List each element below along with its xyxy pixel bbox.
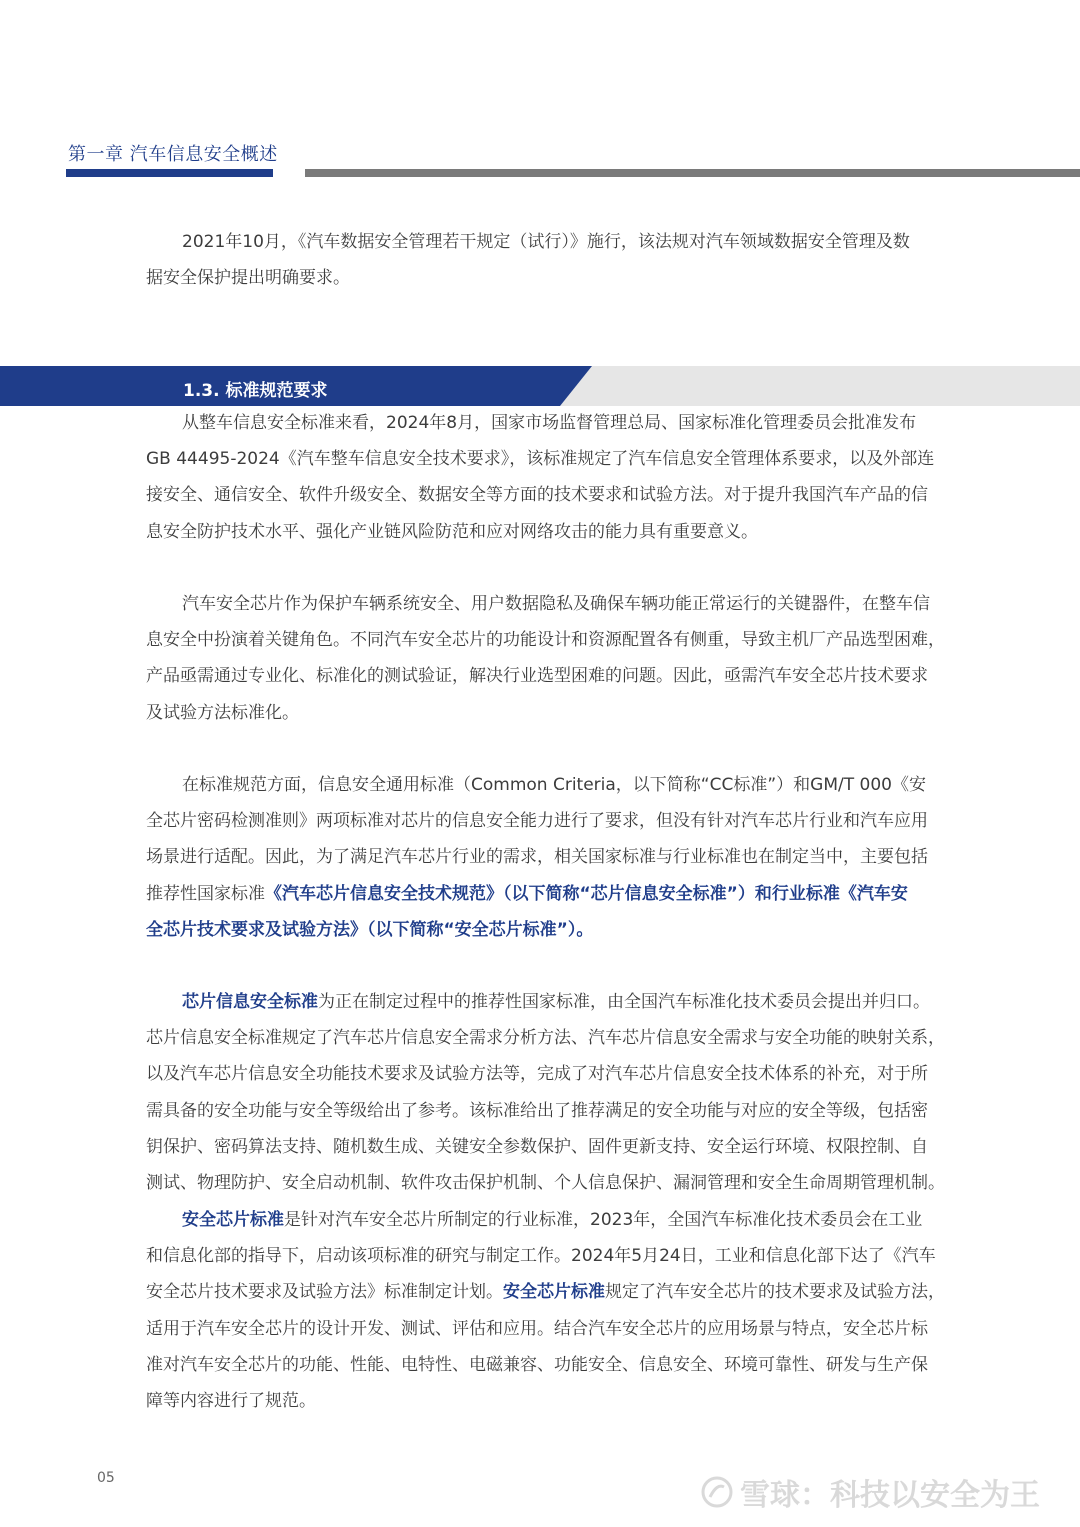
text-line <box>146 1202 976 1238</box>
text-line <box>146 912 976 948</box>
paragraph-gb-standard <box>146 405 976 550</box>
text-segment: 安全芯片技术要求及试验方法》标准制定计划。 <box>146 1282 503 1303</box>
text-line: 钥保护、密码算法支持、随机数生成、关键安全参数保护、固件更新支持、安全运行环境、权限控制、自 <box>146 1136 928 1157</box>
text-line: 准对汽车安全芯片的功能、性能、电特性、电磁兼容、功能安全、信息安全、环境可靠性、研发与生产保 <box>146 1354 928 1375</box>
text-line <box>146 876 976 912</box>
intro-paragraph <box>146 224 976 296</box>
section-banner-shape <box>0 366 1080 406</box>
chapter-header <box>0 0 1080 190</box>
paragraph-security-chip-standard <box>146 1202 976 1419</box>
watermark-text: 雪球：科技以安全为王 <box>740 1478 1040 1513</box>
text-line: 息安全中扮演着关键角色。不同汽车安全芯片的功能设计和资源配置各有侧重，导致主机厂产品选型困难， <box>146 630 945 651</box>
highlighted-standard-name: 《汽车芯片信息安全技术规范》（以下简称“芯片信息安全标准”）和行业标准《汽车安 <box>265 883 908 904</box>
text-line: 适用于汽车安全芯片的设计开发、测试、评估和应用。结合汽车安全芯片的应用场景与特点，安全芯片标 <box>146 1318 928 1339</box>
text-segment: 为正在制定过程中的推荐性国家标准，由全国汽车标准化技术委员会提出并归口。 <box>318 992 930 1012</box>
text-line: 测试、物理防护、安全启动机制、软件攻击保护机制、个人信息保护、漏洞管理和安全生命周期管理机制。 <box>146 1172 945 1193</box>
chapter-title: 第一章 汽车信息安全概述 <box>68 144 278 165</box>
chapter-rule-gray <box>305 169 1080 177</box>
text-line: 需具备的安全功能与安全等级给出了参考。该标准给出了推荐满足的安全功能与对应的安全等级，包括密 <box>146 1100 928 1121</box>
chapter-rule-blue <box>66 169 273 177</box>
text-line: 接安全、通信安全、软件升级安全、数据安全等方面的技术要求和试验方法。对于提升我国汽车产品的信 <box>146 485 928 506</box>
text-line: 息安全防护技术水平、强化产业链风险防范和应对网络攻击的能力具有重要意义。 <box>146 521 758 542</box>
highlighted-term: 安全芯片标准 <box>182 1210 284 1230</box>
text-line: 汽车安全芯片作为保护车辆系统安全、用户数据隐私及确保车辆功能正常运行的关键器件，在整车信 <box>182 594 930 614</box>
text-line: 在标准规范方面，信息安全通用标准（Common Criteria，以下简称“CC标准”）和GM/T 000《安 <box>182 775 926 795</box>
text-line: 从整车信息安全标准来看，2024年8月，国家市场监督管理总局、国家标准化管理委员会批准发布 <box>182 413 917 433</box>
text-segment: 推荐性国家标准 <box>146 883 265 904</box>
paragraph-standards-overview <box>146 767 976 948</box>
text-line: 障等内容进行了规范。 <box>146 1390 316 1411</box>
text-segment: 规定了汽车安全芯片的技术要求及试验方法， <box>605 1282 945 1303</box>
text-line: 产品亟需通过专业化、标准化的测试验证，解决行业选型困难的问题。因此，亟需汽车安全芯片技术要求 <box>146 666 928 687</box>
highlighted-standard-name: 全芯片技术要求及试验方法》（以下简称“安全芯片标准”）。 <box>146 919 594 940</box>
text-line: 场景进行适配。因此，为了满足汽车芯片行业的需求，相关国家标准与行业标准也在制定当中，主要包括 <box>146 847 928 868</box>
text-line: GB 44495-2024《汽车整车信息安全技术要求》，该标准规定了汽车信息安全管理体系要求，以及外部连 <box>146 449 935 470</box>
paragraph-chip-infosec-standard <box>146 984 976 1201</box>
text-line: 全芯片密码检测准则》两项标准对芯片的信息安全能力进行了要求，但没有针对汽车芯片行业和汽车应用 <box>146 811 928 832</box>
page-number: 05 <box>97 1470 115 1486</box>
text-line: 据安全保护提出明确要求。 <box>146 268 350 289</box>
highlighted-term: 安全芯片标准 <box>503 1282 605 1303</box>
text-line: 芯片信息安全标准规定了汽车芯片信息安全需求分析方法、汽车芯片信息安全需求与安全功能的映射关系， <box>146 1028 945 1049</box>
text-line: 及试验方法标准化。 <box>146 702 299 723</box>
section-banner <box>0 366 1080 406</box>
paragraph-security-chip <box>146 586 976 731</box>
section-title: 1.3. 标准规范要求 <box>183 381 328 401</box>
text-line <box>146 984 976 1020</box>
text-line: 2021年10月，《汽车数据安全管理若干规定（试行）》施行，该法规对汽车领域数据安全管理及数 <box>182 232 910 252</box>
text-line: 以及汽车芯片信息安全功能技术要求及试验方法等，完成了对汽车芯片信息安全技术体系的补充，对于所 <box>146 1064 928 1085</box>
text-segment: 是针对汽车安全芯片所制定的行业标准，2023年，全国汽车标准化技术委员会在工业 <box>284 1210 923 1230</box>
highlighted-term: 芯片信息安全标准 <box>182 992 318 1012</box>
snowball-logo-icon <box>700 1475 734 1509</box>
text-line <box>146 1274 976 1310</box>
watermark <box>700 1472 1040 1512</box>
text-line: 和信息化部的指导下，启动该项标准的研究与制定工作。2024年5月24日，工业和信息化部下达了《汽车 <box>146 1246 936 1267</box>
